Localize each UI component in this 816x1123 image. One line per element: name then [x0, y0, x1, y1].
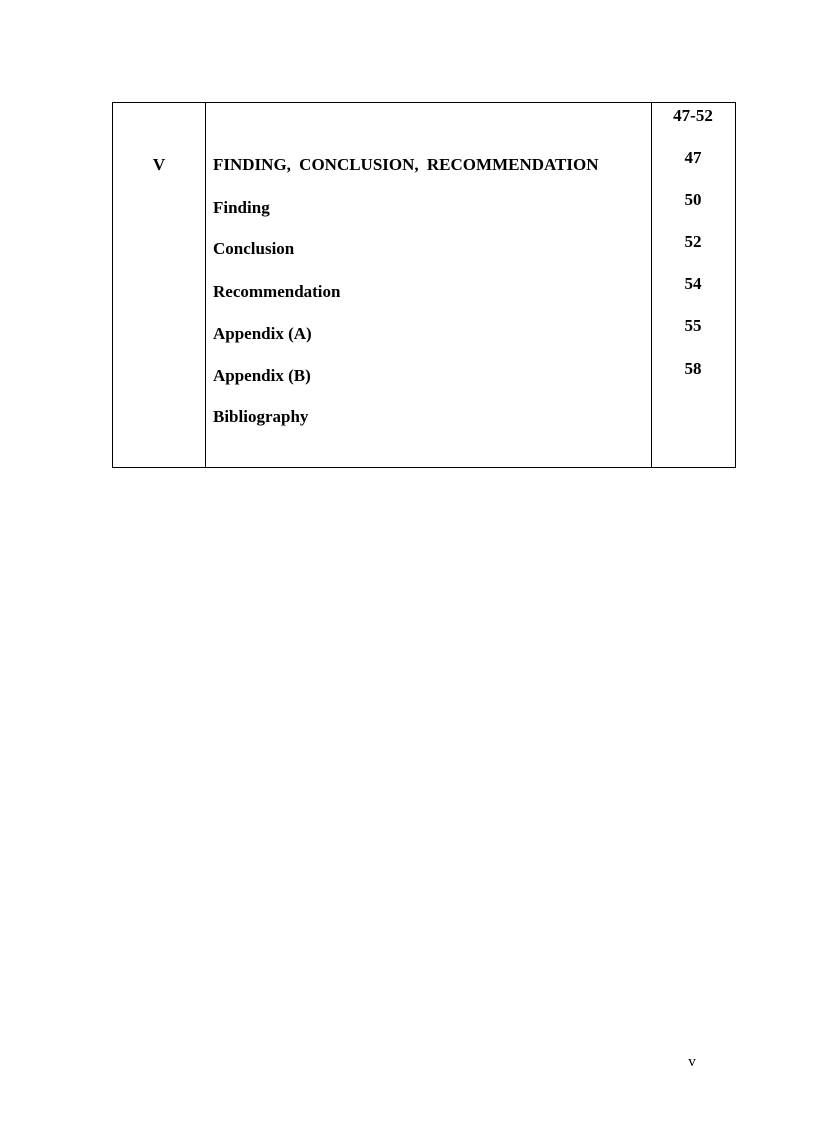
- page-number: 47: [684, 148, 702, 167]
- toc-entry-finding: Finding: [213, 198, 270, 217]
- page-number: 52: [684, 232, 702, 251]
- toc-entry-recommendation: Recommendation: [213, 282, 341, 301]
- toc-entry-appendix-a: Appendix (A): [213, 324, 312, 343]
- toc-entry-conclusion: Conclusion: [213, 239, 295, 258]
- column-divider: [205, 103, 206, 467]
- page-number: 50: [684, 190, 702, 209]
- toc-entry-appendix-b: Appendix (B): [213, 366, 311, 385]
- toc-entry-bibliography: Bibliography: [213, 407, 309, 426]
- page-range: 47-52: [673, 106, 713, 125]
- page-number: 55: [684, 316, 702, 335]
- chapter-title: FINDING, CONCLUSION, RECOMMENDATION: [213, 155, 599, 174]
- page-number: 58: [684, 359, 702, 378]
- chapter-number: V: [152, 155, 166, 174]
- footer-page-number: v: [688, 1054, 696, 1070]
- page-number: 54: [684, 274, 702, 293]
- table-of-contents: [112, 102, 736, 468]
